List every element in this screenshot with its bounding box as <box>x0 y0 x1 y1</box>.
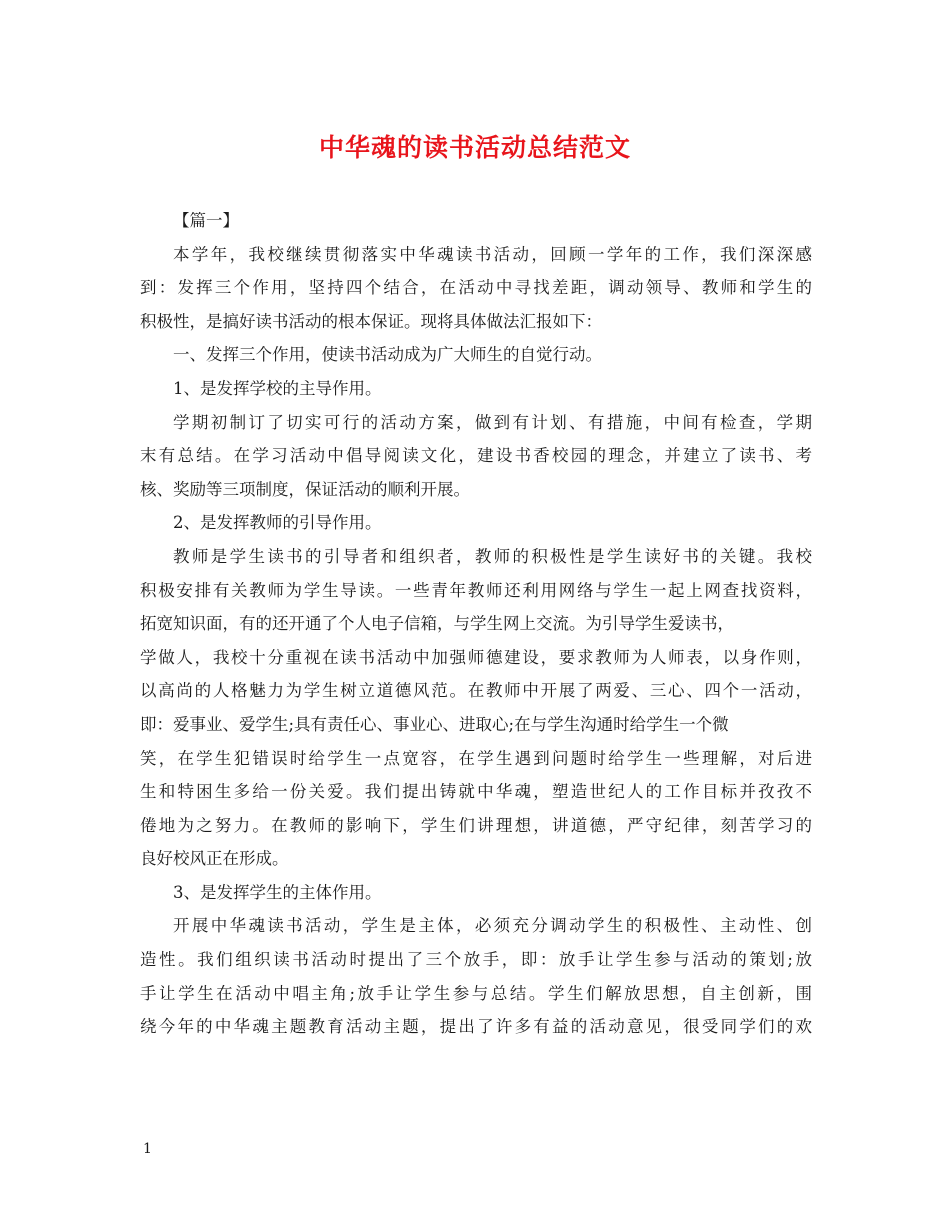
body-line: 末有总结。在学习活动中倡导阅读文化，建设书香校园的理念，并建立了读书、考 <box>140 446 812 466</box>
body-line: 教师是学生读书的引导者和组织者，教师的积极性是学生读好书的关键。我校 <box>173 546 812 566</box>
body-line: 良好校风正在形成。 <box>140 849 289 869</box>
body-line: 开展中华魂读书活动，学生是主体，必须充分调动学生的积极性、主动性、创 <box>173 916 812 936</box>
body-line: 学做人，我校十分重视在读书活动中加强师德建设，要求教师为人师表，以身作则， <box>140 647 812 667</box>
body-line: 到：发挥三个作用，坚持四个结合，在活动中寻找差距，调动领导、教师和学生的 <box>140 278 812 298</box>
body-line: 生和特困生多给一份关爱。我们提出铸就中华魂，塑造世纪人的工作目标并孜孜不 <box>140 782 812 802</box>
body-line: 以高尚的人格魅力为学生树立道德风范。在教师中开展了两爱、三心、四个一活动， <box>140 681 812 701</box>
body-line: 一、发挥三个作用，使读书活动成为广大师生的自觉行动。 <box>173 345 602 365</box>
page-number: 1 <box>143 1141 152 1157</box>
document-body <box>140 204 812 1044</box>
document-title: 中华魂的读书活动总结范文 <box>318 133 631 162</box>
body-line: 造性。我们组织读书活动时提出了三个放手，即：放手让学生参与活动的策划;放 <box>140 950 812 970</box>
body-line: 拓宽知识面，有的还开通了个人电子信箱，与学生网上交流。为引导学生爱读书， <box>140 614 734 634</box>
body-line: 积极性，是搞好读书活动的根本保证。现将具体做法汇报如下： <box>140 311 602 331</box>
body-line: 3、是发挥学生的主体作用。 <box>173 882 382 902</box>
body-line: 核、奖励等三项制度，保证活动的顺利开展。 <box>140 479 470 499</box>
body-line: 倦地为之努力。在教师的影响下，学生们讲理想，讲道德，严守纪律，刻苦学习的 <box>140 815 812 835</box>
body-line: 学期初制订了切实可行的活动方案，做到有计划、有措施，中间有检查，学期 <box>173 412 812 432</box>
body-line: 手让学生在活动中唱主角;放手让学生参与总结。学生们解放思想，自主创新，围 <box>140 983 812 1003</box>
body-line: 绕今年的中华魂主题教育活动主题，提出了许多有益的活动意见，很受同学们的欢 <box>140 1017 812 1037</box>
body-line: 【篇一】 <box>173 211 239 230</box>
body-line: 笑，在学生犯错误时给学生一点宽容，在学生遇到问题时给学生一些理解，对后进 <box>140 748 812 768</box>
body-line: 2、是发挥教师的引导作用。 <box>173 513 382 533</box>
body-line: 积极安排有关教师为学生导读。一些青年教师还利用网络与学生一起上网查找资料， <box>140 580 812 600</box>
body-line: 即：爱事业、爱学生;具有责任心、事业心、进取心;在与学生沟通时给学生一个微 <box>140 714 729 734</box>
body-line: 本学年，我校继续贯彻落实中华魂读书活动，回顾一学年的工作，我们深深感 <box>173 244 812 264</box>
body-line: 1、是发挥学校的主导作用。 <box>173 378 382 398</box>
